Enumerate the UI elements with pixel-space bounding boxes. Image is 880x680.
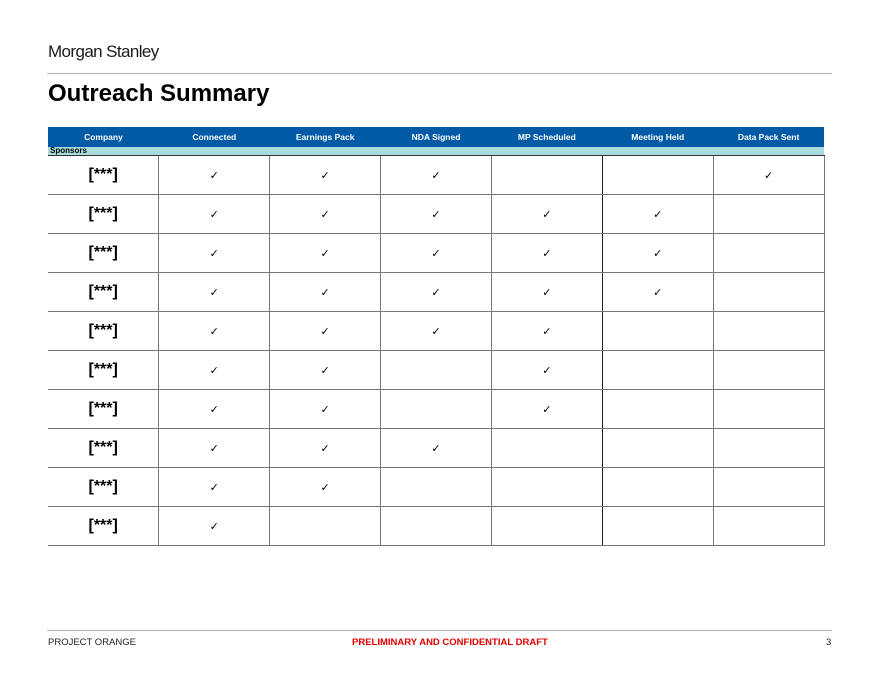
checkmark-icon: ✓	[209, 208, 219, 221]
checkmark-icon: ✓	[209, 364, 219, 377]
checkmark-icon: ✓	[209, 169, 219, 182]
checkmark-icon: ✓	[431, 169, 441, 182]
table-row	[48, 195, 824, 234]
company-cell: [***]	[48, 429, 159, 468]
table-row	[48, 156, 824, 195]
checkmark-icon: ✓	[320, 286, 330, 299]
table-row	[48, 312, 824, 351]
status-cell	[491, 507, 602, 546]
status-cell	[270, 429, 381, 468]
checkmark-icon: ✓	[431, 247, 441, 260]
checkmark-icon: ✓	[542, 403, 552, 416]
status-cell	[602, 507, 713, 546]
checkmark-icon: ✓	[209, 403, 219, 416]
outreach-table	[48, 127, 825, 546]
status-cell	[602, 273, 713, 312]
status-cell	[713, 468, 824, 507]
status-cell	[159, 234, 270, 273]
column-header-connected: Connected	[159, 127, 270, 147]
status-cell	[381, 273, 492, 312]
checkmark-icon: ✓	[653, 208, 663, 221]
header-divider	[47, 73, 832, 74]
status-cell	[713, 156, 824, 195]
checkmark-icon: ✓	[320, 208, 330, 221]
checkmark-icon: ✓	[320, 481, 330, 494]
status-cell	[159, 429, 270, 468]
table-row	[48, 429, 824, 468]
status-cell	[713, 429, 824, 468]
table-row	[48, 273, 824, 312]
company-cell: [***]	[48, 351, 159, 390]
status-cell	[602, 156, 713, 195]
checkmark-icon: ✓	[542, 208, 552, 221]
company-cell: [***]	[48, 195, 159, 234]
status-cell	[381, 312, 492, 351]
status-cell	[491, 156, 602, 195]
status-cell	[491, 351, 602, 390]
brand-logo: Morgan Stanley	[48, 42, 159, 61]
column-header-mp-scheduled: MP Scheduled	[491, 127, 602, 147]
footer-divider	[47, 630, 832, 631]
status-cell	[381, 234, 492, 273]
status-cell	[491, 195, 602, 234]
status-cell	[159, 468, 270, 507]
checkmark-icon: ✓	[542, 325, 552, 338]
checkmark-icon: ✓	[209, 442, 219, 455]
status-cell	[713, 273, 824, 312]
status-cell	[491, 468, 602, 507]
status-cell	[491, 273, 602, 312]
checkmark-icon: ✓	[209, 325, 219, 338]
status-cell	[602, 390, 713, 429]
status-cell	[713, 312, 824, 351]
status-cell	[713, 195, 824, 234]
status-cell	[159, 156, 270, 195]
status-cell	[159, 273, 270, 312]
table-header-row	[48, 127, 824, 147]
column-header-earnings-pack: Earnings Pack	[270, 127, 381, 147]
status-cell	[270, 390, 381, 429]
status-cell	[491, 234, 602, 273]
checkmark-icon: ✓	[209, 481, 219, 494]
status-cell	[270, 195, 381, 234]
status-cell	[602, 312, 713, 351]
checkmark-icon: ✓	[320, 364, 330, 377]
company-cell: [***]	[48, 156, 159, 195]
status-cell	[270, 156, 381, 195]
checkmark-icon: ✓	[542, 364, 552, 377]
company-cell: [***]	[48, 312, 159, 351]
checkmark-icon: ✓	[431, 286, 441, 299]
footer-page-number: 3	[826, 637, 832, 648]
status-cell	[602, 234, 713, 273]
status-cell	[602, 429, 713, 468]
company-cell: [***]	[48, 390, 159, 429]
status-cell	[602, 468, 713, 507]
checkmark-icon: ✓	[431, 442, 441, 455]
checkmark-icon: ✓	[542, 286, 552, 299]
checkmark-icon: ✓	[320, 403, 330, 416]
table-row	[48, 234, 824, 273]
column-header-company: Company	[48, 127, 159, 147]
company-cell: [***]	[48, 468, 159, 507]
status-cell	[713, 507, 824, 546]
status-cell	[270, 507, 381, 546]
status-cell	[270, 468, 381, 507]
footer-confidential-notice: PRELIMINARY AND CONFIDENTIAL DRAFT	[352, 637, 548, 648]
group-row-sponsors	[48, 147, 824, 156]
footer-project-name: PROJECT ORANGE	[48, 637, 136, 648]
checkmark-icon: ✓	[209, 247, 219, 260]
company-cell: [***]	[48, 234, 159, 273]
status-cell	[491, 390, 602, 429]
status-cell	[270, 273, 381, 312]
status-cell	[381, 468, 492, 507]
checkmark-icon: ✓	[320, 442, 330, 455]
table-row	[48, 507, 824, 546]
status-cell	[491, 429, 602, 468]
status-cell	[713, 390, 824, 429]
group-label: Sponsors	[48, 147, 824, 156]
status-cell	[381, 507, 492, 546]
status-cell	[713, 351, 824, 390]
company-cell: [***]	[48, 507, 159, 546]
checkmark-icon: ✓	[542, 247, 552, 260]
company-cell: [***]	[48, 273, 159, 312]
status-cell	[159, 195, 270, 234]
status-cell	[713, 234, 824, 273]
checkmark-icon: ✓	[320, 247, 330, 260]
column-header-nda-signed: NDA Signed	[381, 127, 492, 147]
checkmark-icon: ✓	[209, 520, 219, 533]
status-cell	[381, 429, 492, 468]
status-cell	[381, 390, 492, 429]
status-cell	[159, 390, 270, 429]
table-row	[48, 390, 824, 429]
status-cell	[270, 351, 381, 390]
status-cell	[159, 507, 270, 546]
status-cell	[491, 312, 602, 351]
status-cell	[602, 351, 713, 390]
table-row	[48, 468, 824, 507]
checkmark-icon: ✓	[209, 286, 219, 299]
status-cell	[159, 351, 270, 390]
status-cell	[381, 156, 492, 195]
status-cell	[381, 351, 492, 390]
checkmark-icon: ✓	[653, 286, 663, 299]
checkmark-icon: ✓	[431, 325, 441, 338]
column-header-data-pack-sent: Data Pack Sent	[713, 127, 824, 147]
checkmark-icon: ✓	[431, 208, 441, 221]
page-title: Outreach Summary	[48, 80, 270, 107]
status-cell	[381, 195, 492, 234]
checkmark-icon: ✓	[763, 169, 774, 182]
status-cell	[270, 312, 381, 351]
status-cell	[159, 312, 270, 351]
checkmark-icon: ✓	[320, 325, 330, 338]
checkmark-icon: ✓	[653, 247, 663, 260]
status-cell	[602, 195, 713, 234]
column-header-meeting-held: Meeting Held	[602, 127, 713, 147]
checkmark-icon: ✓	[320, 169, 330, 182]
table-row	[48, 351, 824, 390]
status-cell	[270, 234, 381, 273]
